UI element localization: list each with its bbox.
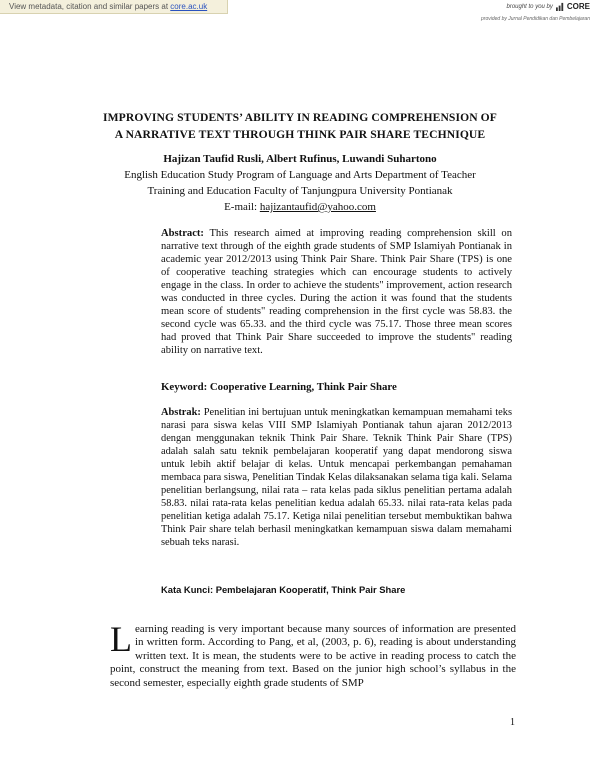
email-link[interactable]: hajizantaufid@yahoo.com	[259, 201, 376, 213]
core-logo	[556, 2, 590, 11]
affiliation-line-2: Training and Education Faculty of Tanjungpura University Pontianak	[147, 185, 453, 197]
affiliation-line-1: English Education Study Program of Language and Arts Department of Teacher	[124, 169, 476, 181]
abstrak-label: Abstrak:	[161, 407, 201, 418]
brought-to-you[interactable]	[507, 2, 591, 11]
page-number: 1	[510, 717, 515, 728]
kata-kunci: Kata Kunci: Pembelajaran Kooperatif, Think Pair Share	[161, 584, 406, 595]
abstract	[161, 228, 512, 358]
core-logo-icon	[556, 2, 565, 11]
provided-by: provided by Jurnal Pendidikan dan Pembelajaran	[481, 16, 590, 22]
title-line-1: IMPROVING STUDENTS’ ABILITY IN READING COMPREHENSION OF	[103, 111, 497, 124]
abstract-label: Abstract:	[161, 228, 204, 239]
core-link[interactable]: core.ac.uk	[170, 2, 208, 11]
abstract-text: This research aimed at improving reading comprehension skill on narrative text through of the eighth grade students of SMP Islamiyah Pontianak in academic year 2012/2013 using Think Pair Share. Think Pair Share (TPS) is one of cooperative teaching strategies which can encourage students to actively engage in the class. In order to achieve the students" improvement, action research was conducted in three cycles. During the action it was found that the students mean score of students" reading comprehension in the first cycle was 58.83. the second cycle was 65.33. and the third cycle was 75.17. Those three mean scores had proved that Think Pair Share succeeded to improve the students" reading ability on narrative text.	[161, 228, 512, 356]
title-line-2: A NARRATIVE TEXT THROUGH THINK PAIR SHARE TECHNIQUE	[114, 128, 486, 141]
keywords: Keyword: Cooperative Learning, Think Pair Share	[161, 381, 397, 393]
brought-text: brought to you by	[506, 3, 553, 10]
core-label: CORE	[566, 2, 590, 11]
affiliation	[60, 167, 540, 215]
authors: Hajizan Taufid Rusli, Albert Rufinus, Luwandi Suhartono	[163, 153, 437, 165]
email-line	[60, 199, 540, 215]
view-metadata-bar[interactable]	[0, 0, 228, 14]
body-text: earning reading is very important because many sources of information are presented in written form. According to Pang, et al, (2003, p. 6), reading is about understanding written text. It is mean, the students were to be active in reading process to catch the point, construct the meaning from text. Based on the junior high school’s syllabus in the second semester, especially eighth grade students of SMP	[110, 623, 516, 689]
body-paragraph	[110, 619, 516, 690]
top-banner	[0, 0, 600, 14]
email-label: E-mail:	[224, 201, 260, 213]
drop-cap: L	[110, 619, 132, 659]
abstrak-text: Penelitian ini bertujuan untuk meningkatkan kemampuan memahami teks narasi para siswa kelas VIII SMP Islamiyah Pontianak tahun ajaran 2012/2013 dengan menggunakan teknik Think Pair Share. Teknik Think Pair Share (TPS) adalah salah satu teknik pembelajaran kooperatif yang dapat mendorong siswa untuk lebih aktif belajar di kelas. Untuk mencapai perkembangan pemahaman membaca para siswa, Penelitian Tindak Kelas dilaksanakan selama tiga kali. Selama penelitian berlangsung, nilai rata – rata kelas pada siklus penelitian pertama adalah 58.83. nilai rata-rata kelas penelitian kedua adalah 65.33. nilai rata-rata kelas pada penelitian ketiga adalah 75.17. Ketiga nilai penelitian tersebut membuktikan bahwa Think Pair share telah berhasil meningkatkan kemampuan siswa dalam memahami sebuah teks narasi.	[161, 407, 512, 548]
view-metadata-text: View metadata, citation and similar papers at	[9, 2, 171, 11]
paper-title	[60, 109, 540, 143]
abstrak	[161, 407, 512, 549]
